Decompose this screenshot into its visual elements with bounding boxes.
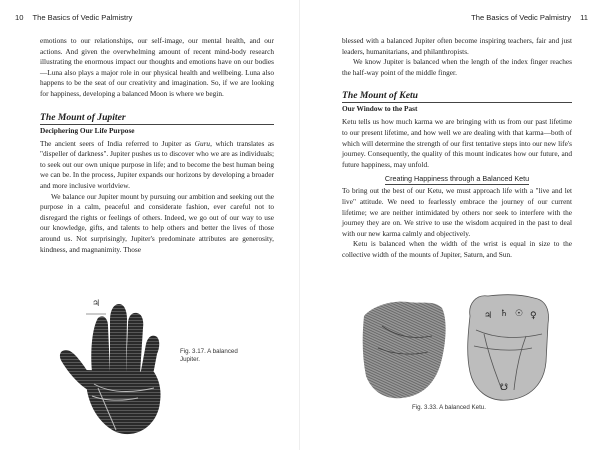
ketu-mount-symbol: ☋ xyxy=(500,383,508,393)
right-opening-paragraph: blessed with a balanced Jupiter often become inspiring teachers, fair and just leaders, humanitarians, and philanthropists. xyxy=(342,36,572,56)
ketu-subheading: Our Window to the Past xyxy=(342,102,572,114)
ketu-palmprint-photo xyxy=(362,296,448,400)
palm-diagram-drawing xyxy=(454,290,554,402)
jupiter-mount-symbol: ♃ xyxy=(484,311,493,321)
ketu-centered-subhead xyxy=(342,174,572,183)
right-body-text xyxy=(342,36,572,261)
ketu-paragraph-1: Ketu tells us how much karma we are bringing with us from our past lifetime to our present lifetime, and how well we are dealing with that karma—both of which will determine the strength of our first tentative steps into our new life's journey. Consequently, the quality of this mount indicates how our future, and future happiness, may unfold. xyxy=(342,117,572,169)
jupiter-subheading: Deciphering Our Life Purpose xyxy=(40,124,274,136)
jupiter-paragraph-2: We balance our Jupiter mount by pursuing our ambition and seeking out the purpose in a calm, peaceful and considerate fashion, ever careful not to disregard the rights or feelings of others. Indeed, we go out of our way to use our knowledge, gifts, and talents to help others and better the lives of those around us. Not surprisingly, Jupiter's predominate attributes are generosity, kindness, and magnanimity. Those xyxy=(40,191,274,254)
index-finger-paragraph: We know Jupiter is balanced when the length of the index finger reaches the half-way point of the middle finger. xyxy=(342,57,572,77)
right-running-head xyxy=(471,13,588,22)
venus-mount-symbol: ♀ xyxy=(530,311,537,321)
left-running-head-title: The Basics of Vedic Palmistry xyxy=(32,13,133,22)
ketu-palm-diagram xyxy=(454,290,554,402)
sun-mount-symbol: ☉ xyxy=(515,309,524,319)
handprint-illustration xyxy=(58,292,178,442)
jupiter-symbol: ♃ xyxy=(91,299,101,309)
saturn-mount-symbol: ♄ xyxy=(500,309,509,319)
jupiter-section-heading: The Mount of Jupiter xyxy=(40,111,126,123)
jupiter-paragraph-1-end: , which translates as "dispeller of darkness". Jupiter pushes us to discover who we are as individuals; to seek out our own unique purpose in life; and to become the best human being we can be. In the process, Jupiter expands our horizons by developing a broader and more inclusive worldview. xyxy=(40,138,275,190)
right-page xyxy=(300,0,600,450)
ketu-section-heading: The Mount of Ketu xyxy=(342,90,418,102)
palmprint-texture xyxy=(362,296,448,400)
left-opening-paragraph: emotions to our relationships, our self-image, our mental health, and our actions. And given the overwhelming amount of recent mind-body research illustrating the enormous impact our thoughts and emotions have on our bodies—Luna also plays a major role in our physical health and wellbeing. Luna also happens to be the seat of our creativity and imagination. So, if we are looking for happiness, developing a balanced Moon is where we begin. xyxy=(40,36,274,98)
jupiter-paragraph-1-start: The ancient seers of India referred to Jupiter as xyxy=(40,138,195,148)
guru-emphasis: Guru xyxy=(194,138,211,148)
jupiter-paragraph-1 xyxy=(40,139,274,192)
right-running-head-title: The Basics of Vedic Palmistry xyxy=(471,13,572,22)
ketu-paragraph-3: Ketu is balanced when the width of the wrist is equal in size to the collective width of the mounts of Jupiter, Saturn, and Sun. xyxy=(342,239,572,259)
jupiter-handprint-figure xyxy=(58,292,178,442)
ketu-paragraph-2: To bring out the best of our Ketu, we must approach life with a "live and let live" attitude. We need to fearlessly embrace the journey of our current lifetime; we are neither intimidated by others nor seek to interfere with the journey they are on. We strive to use the wisdom acquired in the past to deal with our new karma calmly and objectively. xyxy=(342,186,572,238)
ketu-figure-caption: Fig. 3.33. A balanced Ketu. xyxy=(412,404,486,411)
jupiter-figure-caption: Fig. 3.17. A balanced Jupiter. xyxy=(180,348,238,363)
left-body-text xyxy=(40,36,274,255)
right-page-number: 11 xyxy=(580,13,588,22)
left-page-number: 10 xyxy=(15,13,24,22)
left-running-head xyxy=(15,13,132,22)
ketu-centered-subhead-text: Creating Happiness through a Balanced Ketu xyxy=(384,174,530,184)
